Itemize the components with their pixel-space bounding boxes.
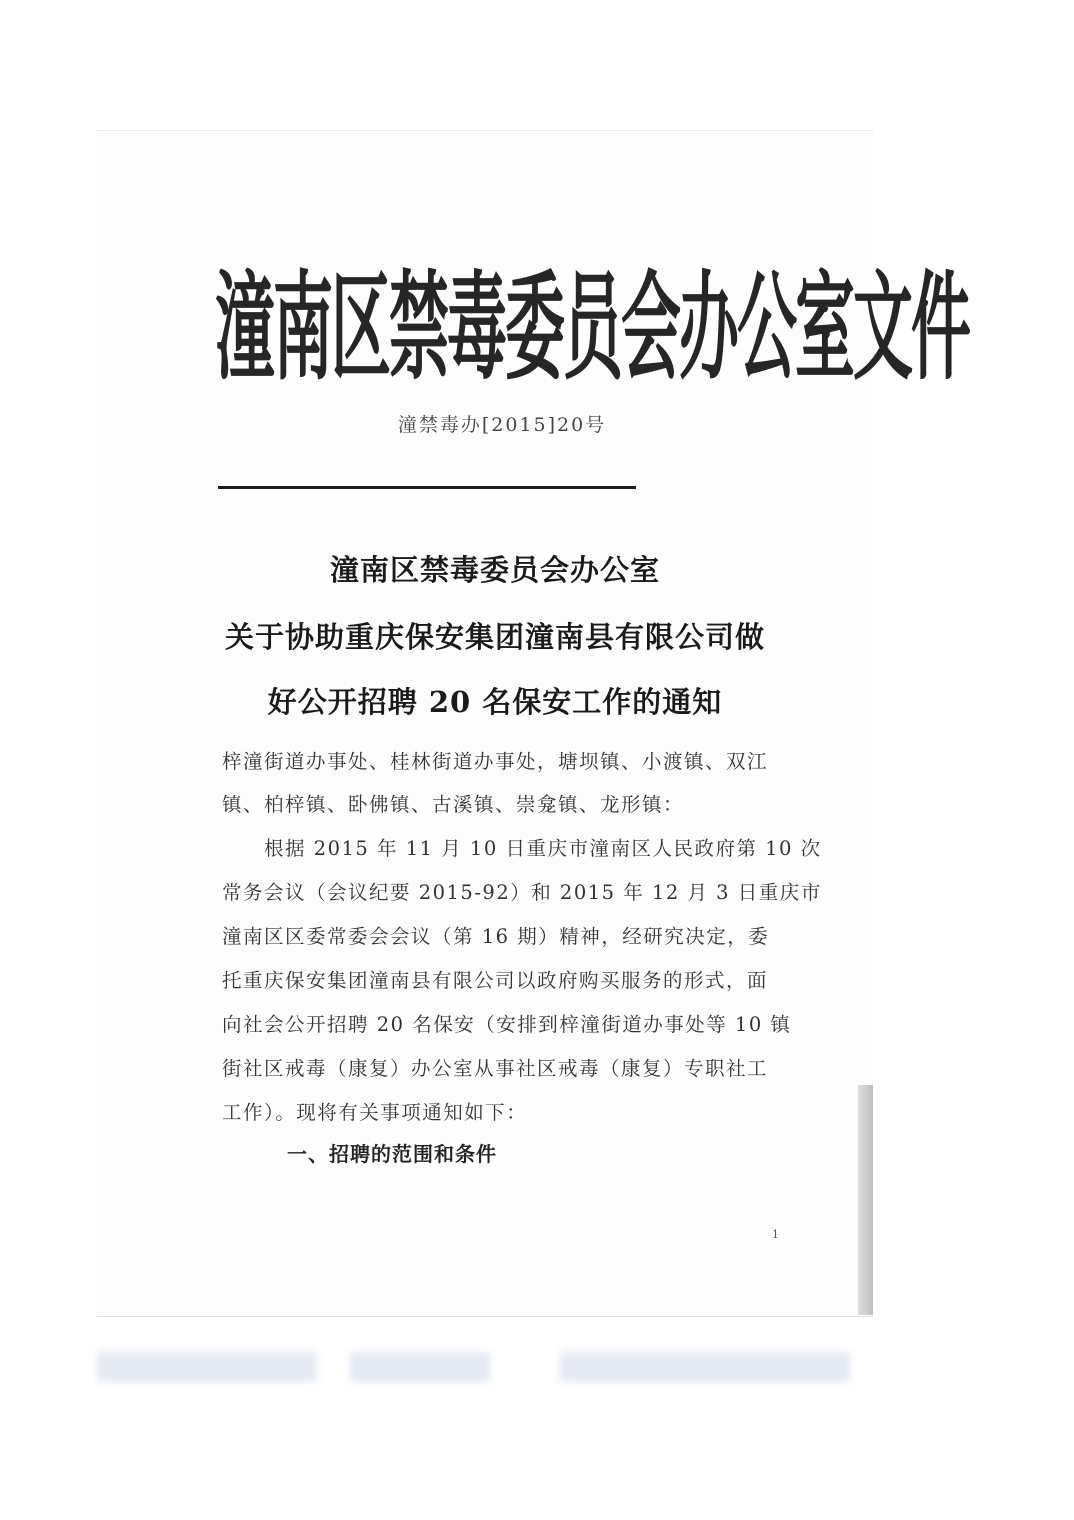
body-line: 工作）。现将有关事项通知如下： [222,1101,528,1124]
document-masthead: 潼南区禁毒委员会办公室文件 [215,260,969,398]
notice-title-line: 好公开招聘 20 名保安工作的通知 [267,685,723,719]
body-line: 街社区戒毒（康复）办公室从事社区戒毒（康复）专职社工 [222,1057,769,1080]
scan-artifact [97,1352,317,1382]
page-number: 1 [772,1228,779,1241]
header-rule [218,486,636,489]
body-line: 潼南区区委常委会会议（第 16 期）精神，经研究决定，委 [222,925,770,948]
section-heading: 一、招聘的范围和条件 [287,1142,497,1166]
scan-artifact [560,1352,850,1382]
addressee-line: 镇、柏梓镇、卧佛镇、古溪镇、崇龛镇、龙形镇： [222,793,685,816]
scan-artifact [350,1352,490,1382]
scan-page-edge [858,1085,873,1315]
addressee-line: 梓潼街道办事处、桂林街道办事处，塘坝镇、小渡镇、双江 [222,750,769,773]
body-line: 向社会公开招聘 20 名保安（安排到梓潼街道办事处等 10 镇 [222,1013,792,1036]
body-line: 常务会议（会议纪要 2015-92）和 2015 年 12 月 3 日重庆市 [222,881,822,904]
notice-title-line: 潼南区禁毒委员会办公室 [329,553,660,587]
notice-title-line: 关于协助重庆保安集团潼南县有限公司做 [224,620,765,654]
body-line: 托重庆保安集团潼南县有限公司以政府购买服务的形式，面 [222,969,769,992]
body-line: 根据 2015 年 11 月 10 日重庆市潼南区人民政府第 10 次 [222,837,822,860]
document-number: 潼禁毒办[2015]20号 [397,414,607,436]
